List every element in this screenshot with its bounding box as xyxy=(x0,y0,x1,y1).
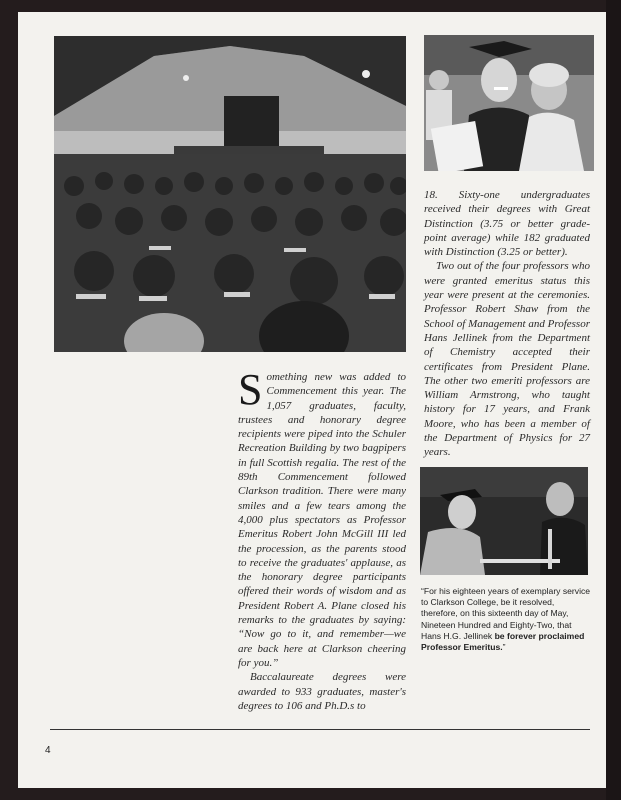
article-paragraph: Two out of the four professors who were granted emeritus status this year were present at the ceremonies. Professor Robert Shaw from the School of Management and Professor Hans Jellinek from the Department of Chemistry accepted their certificates from President Plane. The other two emeriti professors are William Armstrong, who taught history for 17 years, and Frank Moore, who has been a member of the Department of Physics for 27 years. xyxy=(424,260,590,459)
article-column-main xyxy=(238,365,406,713)
article-lead-paragraph: Something new was added to Commencement this year. The 1,057 graduates, faculty, trustees and honorary degree recipients were piped into the Schuler Recreation Building by two bagpipers in full Scottish regalia. The rest of the 89th Commencement followed Clarkson tradition. There were many smiles and a few tears among the 4,000 plus spectators as Professor Emeritus Robert John McGill III led the procession, as the parents stood to receive the graduates' applause, as the honorary degree participants offered their words of wisdom and as President Robert A. Plane closed his remarks to the graduates by saying: “Now go to it, and remember—we are back here at Clarkson cheering for you.” xyxy=(238,365,406,669)
photo-caption: “For his eighteen years of exemplary service to Clarkson College, be it resolved, therefore, on this sixteenth day of May, Nineteen Hundred and Eighty-Two, that Hans H.G. Jellinek be forever proclaimed Professor Emeritus.” xyxy=(421,586,591,653)
commencement-ceremony-photo xyxy=(54,36,406,352)
graduate-hug-photo xyxy=(424,35,594,171)
binding-edge xyxy=(606,0,621,800)
article-paragraph: 18. Sixty-one undergraduates received their degrees with Great Distinction (3.75 or better grade-point average) while 182 graduated with Distinction (3.25 or better). xyxy=(424,189,590,259)
magazine-page xyxy=(18,12,606,788)
footer-rule xyxy=(50,729,590,730)
emeritus-certificate-photo xyxy=(420,467,588,575)
article-column-right xyxy=(424,188,590,460)
drop-cap: S xyxy=(238,365,263,414)
page-number: 4 xyxy=(45,745,51,756)
article-paragraph: Baccalaureate degrees were awarded to 933 graduates, master's degrees to 106 and Ph.D.s to xyxy=(238,671,406,712)
